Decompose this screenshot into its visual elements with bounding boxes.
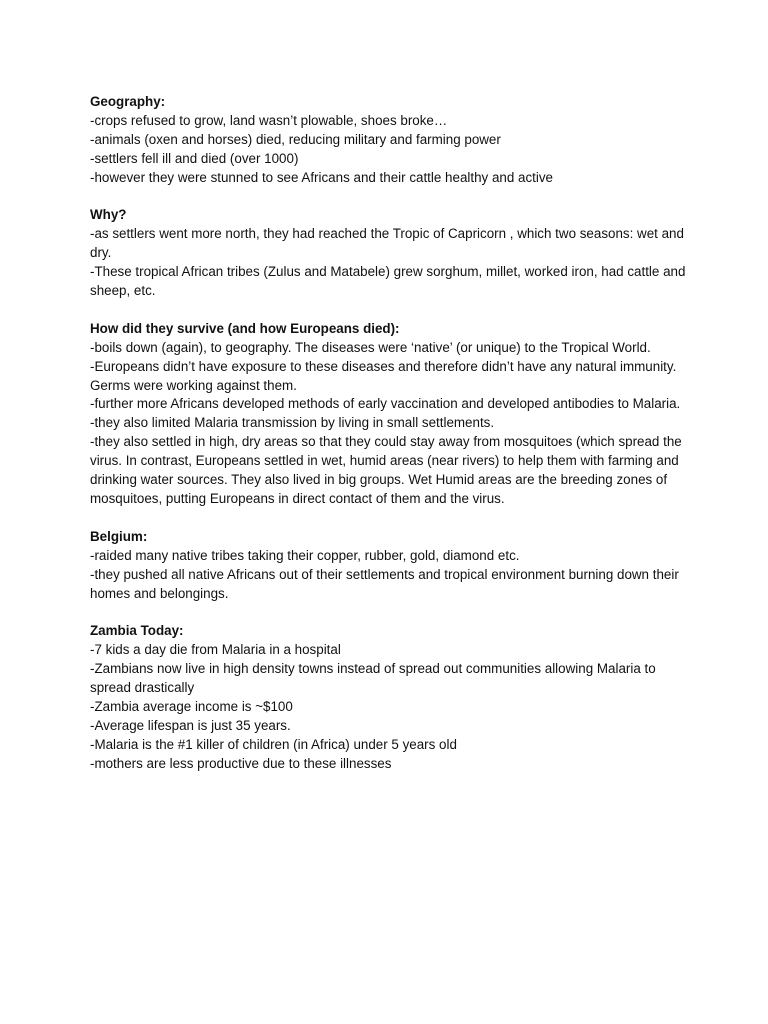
section-belgium — [90, 528, 690, 604]
bullet-line: -Europeans didn’t have exposure to these diseases and therefore didn’t have any natural immunity. Germs were working against them. — [90, 358, 677, 393]
bullet-line: -animals (oxen and horses) died, reducing military and farming power — [90, 131, 501, 147]
section-how-did-they-survive — [90, 320, 690, 509]
bullet-line: -boils down (again), to geography. The diseases were ‘native’ (or unique) to the Tropical World. — [90, 339, 651, 355]
bullet-line: -Malaria is the #1 killer of children (in Africa) under 5 years old — [90, 736, 457, 752]
section-heading: Belgium: — [90, 528, 148, 544]
bullet-line: -Zambia average income is ~$100 — [90, 698, 293, 714]
bullet-line: -they pushed all native Africans out of their settlements and tropical environment burning down their homes and belongings. — [90, 566, 679, 601]
section-geography — [90, 93, 690, 188]
bullet-line: -however they were stunned to see Africans and their cattle healthy and active — [90, 169, 553, 185]
section-heading: Why? — [90, 207, 127, 223]
bullet-line: -raided many native tribes taking their copper, rubber, gold, diamond etc. — [90, 547, 520, 563]
document-page — [90, 93, 690, 792]
section-heading: How did they survive (and how Europeans died): — [90, 320, 400, 336]
bullet-line: -as settlers went more north, they had reached the Tropic of Capricorn , which two seasons: wet and dry. — [90, 226, 684, 261]
bullet-line: -7 kids a day die from Malaria in a hospital — [90, 642, 341, 658]
bullet-line: -further more Africans developed methods of early vaccination and developed antibodies to Malaria. — [90, 396, 681, 412]
bullet-line: -crops refused to grow, land wasn’t plowable, shoes broke… — [90, 112, 448, 128]
bullet-line: -Zambians now live in high density towns instead of spread out communities allowing Malaria to spread drastically — [90, 661, 656, 696]
bullet-line: -settlers fell ill and died (over 1000) — [90, 150, 299, 166]
section-why — [90, 206, 690, 301]
bullet-line: -These tropical African tribes (Zulus and Matabele) grew sorghum, millet, worked iron, had cattle and sheep, etc. — [90, 264, 686, 299]
section-zambia-today — [90, 622, 690, 773]
bullet-line: -Average lifespan is just 35 years. — [90, 717, 291, 733]
section-heading: Geography: — [90, 94, 166, 109]
bullet-line: -mothers are less productive due to these illnesses — [90, 755, 392, 771]
bullet-line: -they also settled in high, dry areas so that they could stay away from mosquitoes (which spread the virus. In contrast, Europeans settled in wet, humid areas (near rivers) to help them with farming and drinking water sources. They also lived in big groups. Wet Humid areas are the breeding zones of mosquitoes, putting Europeans in direct contact of them and the virus. — [90, 434, 682, 506]
bullet-line: -they also limited Malaria transmission by living in small settlements. — [90, 415, 495, 431]
section-heading: Zambia Today: — [90, 623, 184, 639]
